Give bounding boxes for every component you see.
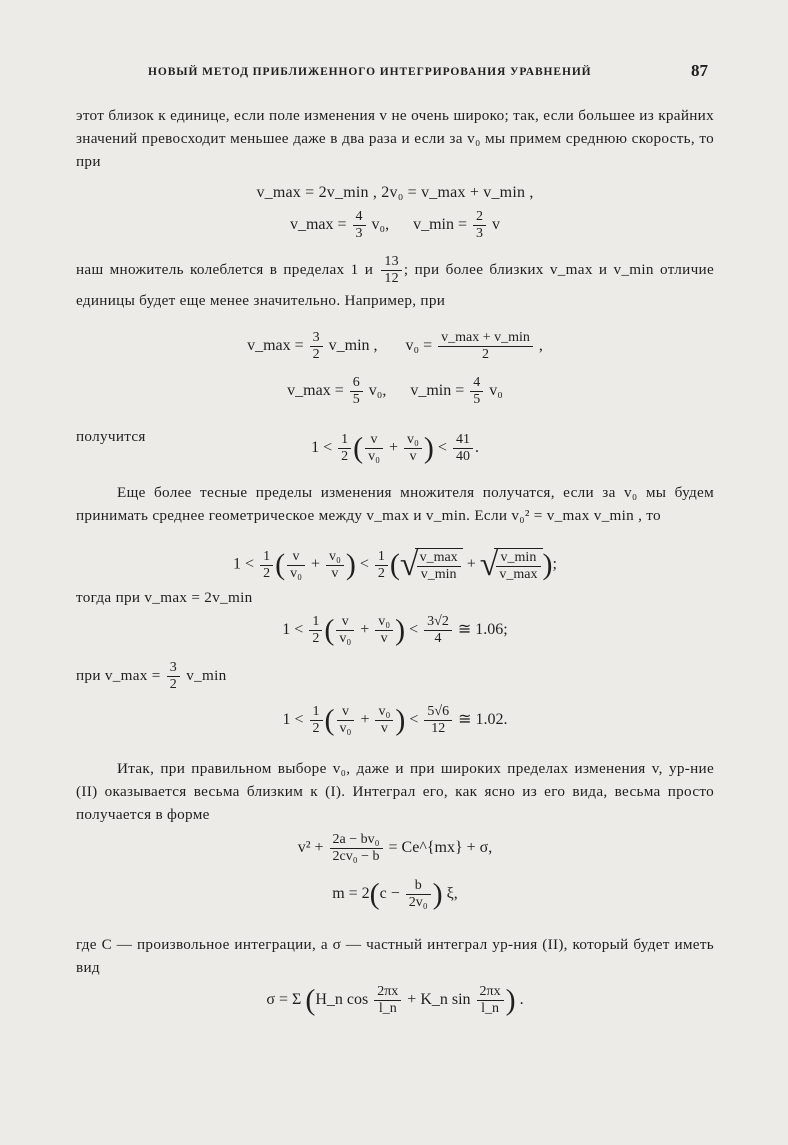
- fraction: [310, 330, 323, 363]
- page-number: 87: [691, 61, 708, 80]
- denominator: v: [380, 631, 388, 646]
- denominator: v: [409, 449, 417, 464]
- numerator: v: [365, 432, 383, 449]
- left-paren: (: [389, 548, 400, 581]
- denominator: v_min: [420, 566, 457, 582]
- equation-4: [76, 375, 714, 408]
- paragraph-2: [76, 254, 714, 315]
- eq8-part: <: [409, 711, 419, 729]
- numerator: 2: [473, 209, 486, 226]
- fraction: [287, 549, 305, 582]
- numerator: v₀: [326, 549, 344, 566]
- fraction: [338, 432, 351, 465]
- fraction: [375, 549, 388, 582]
- equation-11: [76, 984, 714, 1017]
- denominator: 12: [384, 271, 399, 286]
- eq2-part: v_max =: [289, 216, 347, 234]
- fraction: [438, 330, 533, 363]
- fraction: [365, 432, 383, 465]
- left-paren: (: [324, 613, 335, 647]
- eq4-part: v_min =: [410, 382, 465, 400]
- fraction: [453, 432, 473, 465]
- equation-3: [76, 330, 714, 363]
- fraction: [310, 704, 323, 737]
- eq7-part: 1 <: [282, 621, 304, 639]
- numerator: v₀: [404, 432, 422, 449]
- fraction: [350, 375, 363, 408]
- denominator: 2: [312, 631, 320, 646]
- eq4-part: v₀: [489, 382, 503, 400]
- fraction: [381, 254, 402, 287]
- denominator: 2cv₀ − b: [332, 849, 380, 864]
- numerator: 1: [375, 549, 388, 566]
- fraction: [477, 984, 504, 1017]
- denominator: 2: [263, 565, 271, 581]
- eq3-part: v₀ =: [405, 337, 433, 355]
- fraction: [473, 209, 486, 242]
- right-paren: ): [395, 613, 406, 647]
- numerator: 3: [310, 330, 323, 347]
- denominator: 2: [377, 565, 385, 581]
- equation-8: 1 < $\frac{1}{2}$ ( $\frac{v}{\text{v₀}}$ + $\frac{\text{v₀}}{v}$ ) < $\frac{5√6}{12}$ ≅ 1.02.: [282, 703, 508, 737]
- radical: √ $\frac{v\_\min}{v\_\max}$: [480, 546, 543, 584]
- eq6-part: <: [359, 555, 369, 573]
- fraction: [417, 550, 461, 583]
- numerator: 4: [470, 375, 483, 392]
- denominator: v₀: [339, 721, 352, 736]
- denominator: 2: [482, 347, 490, 362]
- denominator: 2: [312, 347, 320, 362]
- eq7-part: ≅ 1.06;: [457, 621, 508, 639]
- numerator: 5√6: [424, 704, 452, 721]
- right-paren: ): [395, 703, 406, 737]
- denominator: v₀: [290, 565, 302, 581]
- denominator: 2: [312, 721, 320, 736]
- fraction: [337, 704, 355, 737]
- eq6-part: ;: [552, 555, 557, 573]
- fraction: [496, 550, 540, 583]
- fraction: [374, 984, 401, 1017]
- eq2-part: v: [492, 216, 501, 234]
- eq4-part: v₀,: [368, 382, 387, 400]
- right-paren: ): [542, 548, 553, 581]
- equation-5: 1 < $\frac{1}{2}$ ( $\frac{v}{\text{v₀}}$ + $\frac{\text{v₀}}{v}$ ) < $\frac{41}{40}$ .: [311, 431, 479, 465]
- numerator: v: [287, 549, 305, 566]
- paragraph-3: Еще более тесные пределы изменения множителя получатся, если за v₀ мы будем принимать среднее геометрическое между v_max и v_min. Если v₀² = v_max v_min , то: [76, 484, 714, 524]
- label-pri-text: при v_max =: [76, 666, 161, 684]
- eq10-part: m = 2: [332, 885, 370, 903]
- eq5-part: <: [437, 439, 447, 457]
- fraction: [375, 614, 393, 647]
- eq9-part: = Ce^{mx} + σ,: [388, 839, 493, 857]
- left-paren: (: [369, 877, 380, 911]
- label-pri-text: v_min: [186, 666, 227, 684]
- label-poluchitsya: получится: [76, 428, 146, 445]
- paragraph-1: этот близок к единице, если поле изменения v не очень широко; так, если большее из крайних значений превосходит меньшее даже в два раза и если за v₀ мы примем среднюю скорость, то при: [76, 107, 714, 170]
- left-paren: (: [305, 983, 316, 1017]
- numerator: v_max: [417, 550, 461, 567]
- eq3-part: v_max =: [247, 337, 304, 355]
- denominator: 12: [431, 721, 446, 736]
- denominator: 5: [473, 392, 481, 407]
- fraction: [326, 549, 344, 582]
- denominator: v₀: [368, 449, 380, 464]
- paragraph-4: Итак, при правильном выборе v₀, даже и при широких пределах изменения v, ур-ние (II) оказывается весьма близким к (I). Интеграл его, как ясно из его вида, весьма просто получается в форме: [76, 760, 714, 823]
- fraction: [404, 432, 422, 465]
- denominator: 3: [355, 226, 363, 241]
- p2-text: ; при более близких v_max и v_min отличие единицы будет еще менее значительно. Например, при: [76, 260, 714, 309]
- numerator: b: [406, 878, 431, 895]
- eq2-part: v_min =: [413, 216, 468, 234]
- numerator: 1: [338, 432, 351, 449]
- radical: √ $\frac{v\_\max}{v\_\min}$: [400, 546, 463, 584]
- numerator: v: [337, 704, 355, 721]
- numerator: v₀: [375, 704, 393, 721]
- eq2-part: v₀,: [371, 216, 390, 234]
- denominator: l_n: [481, 1001, 500, 1016]
- fraction: [424, 614, 452, 647]
- numerator: 1: [309, 614, 322, 631]
- denominator: l_n: [378, 1001, 397, 1016]
- eq3-part: ,: [538, 337, 543, 355]
- equation-9: [76, 832, 714, 865]
- left-paren: (: [353, 431, 364, 465]
- fraction: [470, 375, 483, 408]
- right-paren: ): [432, 877, 443, 911]
- numerator: v: [336, 614, 354, 631]
- running-title: НОВЫЙ МЕТОД ПРИБЛИЖЕННОГО ИНТЕГРИРОВАНИЯ УРАВНЕНИЙ: [148, 66, 592, 78]
- eq1-text: v_max = 2v_min , 2v₀ = v_max + v_min ,: [256, 184, 534, 201]
- eq10-part: c −: [379, 885, 400, 903]
- denominator: 2: [169, 677, 178, 692]
- eq7-part: <: [409, 621, 419, 639]
- numerator: 2πx: [477, 984, 504, 1001]
- fraction: [375, 704, 393, 737]
- numerator: 2a − bv₀: [330, 832, 383, 849]
- eq11-part: σ = Σ: [266, 991, 302, 1009]
- fraction: [424, 704, 452, 737]
- label-togda: тогда при v_max = 2v_min: [76, 589, 253, 606]
- fraction: [353, 209, 366, 242]
- fraction: [336, 614, 354, 647]
- numerator: 41: [453, 432, 473, 449]
- denominator: 3: [476, 226, 484, 241]
- numerator: v_min: [496, 550, 540, 567]
- equation-7: 1 < $\frac{1}{2}$ ( $\frac{v}{\text{v₀}}$ + $\frac{\text{v₀}}{v}$ ) < $\frac{3√2}{4}$ ≅ 1.06;: [282, 613, 508, 647]
- label-pri: [76, 660, 227, 693]
- numerator: 13: [381, 254, 402, 271]
- equation-2: [76, 209, 714, 242]
- numerator: 3√2: [424, 614, 452, 631]
- denominator: 2: [341, 449, 349, 464]
- eq5-part: 1 <: [311, 439, 333, 457]
- eq10-part: ξ,: [446, 885, 458, 903]
- denominator: v: [380, 721, 388, 736]
- eq9-part: v² +: [297, 839, 324, 857]
- fraction: [406, 878, 431, 911]
- denominator: v_max: [499, 566, 538, 582]
- running-header: [148, 61, 708, 80]
- denominator: v: [331, 565, 339, 581]
- equation-10: [76, 878, 714, 911]
- numerator: 3: [167, 660, 180, 677]
- eq6-part: 1 <: [233, 555, 255, 573]
- numerator: 6: [350, 375, 363, 392]
- eq3-part: v_min ,: [328, 337, 378, 355]
- eq11-part: .: [519, 991, 524, 1009]
- paragraph-5: где C — произвольное интеграции, а σ — частный интеграл ур-ния (II), который будет иметь вид: [76, 936, 714, 976]
- right-paren: ): [423, 431, 434, 465]
- eq11-part: + K_n sin: [407, 991, 471, 1009]
- denominator: v₀: [339, 631, 352, 646]
- eq8-part: ≅ 1.02.: [458, 711, 508, 729]
- fraction: [309, 614, 322, 647]
- numerator: 2πx: [374, 984, 401, 1001]
- numerator: v_max + v_min: [438, 330, 533, 347]
- eq8-part: 1 <: [282, 711, 304, 729]
- left-paren: (: [275, 548, 286, 581]
- fraction: [330, 832, 383, 865]
- numerator: v₀: [375, 614, 393, 631]
- denominator: 2v₀: [408, 895, 428, 910]
- numerator: 1: [260, 549, 273, 566]
- right-paren: ): [345, 548, 356, 581]
- left-paren: (: [324, 703, 335, 737]
- eq5-part: .: [474, 439, 479, 457]
- numerator: 1: [310, 704, 323, 721]
- denominator: 5: [352, 392, 360, 407]
- denominator: 40: [455, 449, 470, 464]
- numerator: 4: [353, 209, 366, 226]
- p2-text: наш множитель колеблется в пределах 1 и: [76, 260, 374, 278]
- fraction: [260, 549, 273, 582]
- fraction: [167, 660, 180, 693]
- eq4-part: v_max =: [287, 382, 344, 400]
- equation-6: 1 < $\frac{1}{2}$ ( $\frac{v}{\text{v₀}}$ + $\frac{\text{v₀}}{v}$ ) < $\frac{1}{2}$ (√ $\frac{v\_\max}{v\_\min}$ + √ $\frac{v\_\min}{v\_\max}$ );: [233, 546, 557, 583]
- eq11-part: H_n cos: [315, 991, 369, 1009]
- equation-1: [76, 184, 714, 202]
- denominator: 4: [434, 631, 442, 646]
- right-paren: ): [505, 983, 516, 1017]
